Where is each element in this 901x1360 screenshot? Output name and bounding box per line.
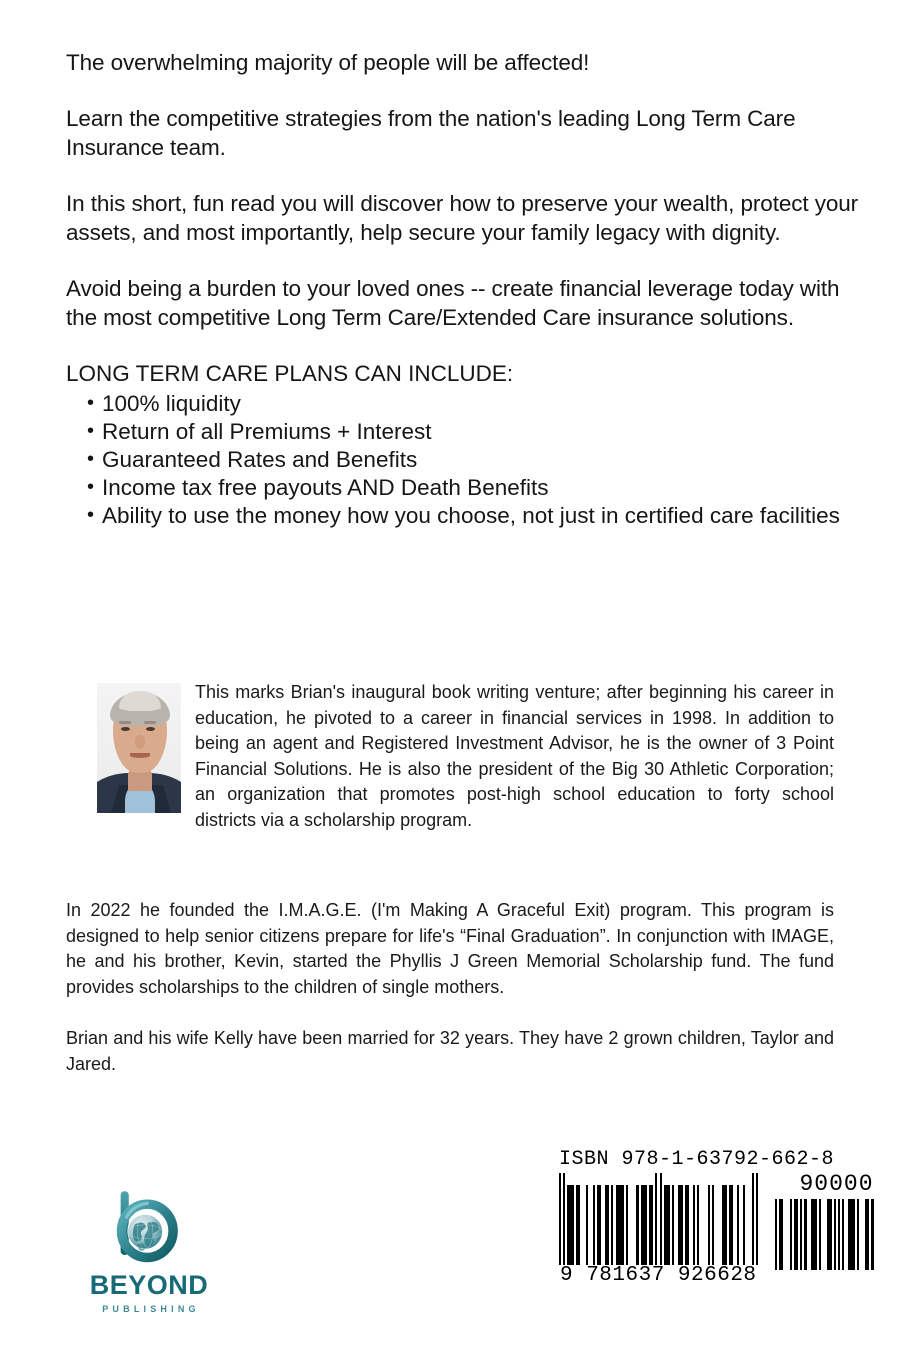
list-item	[87, 474, 866, 502]
bullet-icon: •	[87, 476, 95, 498]
publisher-logo	[79, 1186, 219, 1314]
list-item-label: Return of all Premiums + Interest	[102, 419, 432, 444]
marketing-paragraph-2: Learn the competitive strategies from the nation's leading Long Term Care Insurance team.	[66, 106, 796, 160]
bullet-icon: •	[87, 392, 95, 414]
list-item-label: Guaranteed Rates and Benefits	[102, 447, 418, 472]
barcode-row	[559, 1171, 874, 1287]
headshot-brow-right	[144, 721, 156, 724]
ean13-barcode	[559, 1173, 764, 1287]
marketing-paragraph-1: The overwhelming majority of people will be affected!	[66, 50, 590, 75]
price-code-text: 90000	[799, 1171, 874, 1197]
features-list	[66, 390, 866, 530]
list-item-label: 100% liquidity	[102, 391, 241, 416]
headshot-mouth	[130, 753, 150, 758]
author-bio-continued	[66, 898, 834, 1077]
marketing-copy-block	[66, 48, 866, 530]
bullet-icon: •	[87, 504, 95, 526]
list-item	[87, 446, 866, 474]
author-bio-block	[66, 680, 834, 833]
ean13-bars	[559, 1173, 764, 1265]
beyond-b-globe-logo-icon	[106, 1186, 192, 1274]
author-bio-paragraph-2: In 2022 he founded the I.M.A.G.E. (I'm Making A Graceful Exit) program. This program is designed to help senior citizens prepare for life's “Final Graduation”. In conjunction with IMAGE, he and his brother, Kevin, started the Phyllis J Green Memorial Scholarship fund. The fund provides scholarships to the children of single mothers.	[66, 900, 834, 997]
features-heading: LONG TERM CARE PLANS CAN INCLUDE:	[66, 361, 514, 386]
marketing-paragraph-4: Avoid being a burden to your loved ones -- create financial leverage today with the most competitive Long Term Care/Extended Care insurance solutions.	[66, 276, 840, 330]
isbn-text: ISBN 978-1-63792-662-8	[559, 1148, 835, 1171]
ean13-digits: 9 781637 926628	[560, 1264, 757, 1287]
headshot-nose	[135, 735, 145, 749]
bullet-icon: •	[87, 420, 95, 442]
list-item-label: Ability to use the money how you choose, not just in certified care facilities	[102, 503, 840, 528]
headshot-eye-left	[121, 727, 130, 731]
author-headshot-photo	[97, 683, 181, 813]
bullet-icon: •	[87, 448, 95, 470]
publisher-subtitle: PUBLISHING	[102, 1304, 200, 1314]
headshot-eye-right	[146, 727, 155, 731]
list-item-label: Income tax free payouts AND Death Benefits	[102, 475, 549, 500]
author-bio-paragraph-1: This marks Brian's inaugural book writing venture; after beginning his career in education, he pivoted to a career in financial services in 1998. In addition to being an agent and Registered Investment Advisor, he is the owner of 3 Point Financial Solutions. He is also the president of the Big 30 Athletic Corporation; an organization that promotes post-high school education to forty school districts via a scholarship program.	[195, 682, 834, 830]
author-bio-paragraph-3: Brian and his wife Kelly have been married for 32 years. They have 2 grown children, Taylor and Jared.	[66, 1028, 834, 1074]
headshot-brow-left	[119, 721, 131, 724]
list-item	[87, 502, 866, 530]
list-item	[87, 390, 866, 418]
list-item	[87, 418, 866, 446]
price-addon-bars	[773, 1199, 874, 1270]
isbn-barcode-block	[551, 1143, 874, 1291]
marketing-paragraph-3: In this short, fun read you will discover how to preserve your wealth, protect your assets, and most importantly, help secure your family legacy with dignity.	[66, 191, 859, 245]
price-addon-group	[764, 1173, 874, 1270]
publisher-name: BEYOND	[89, 1270, 209, 1300]
